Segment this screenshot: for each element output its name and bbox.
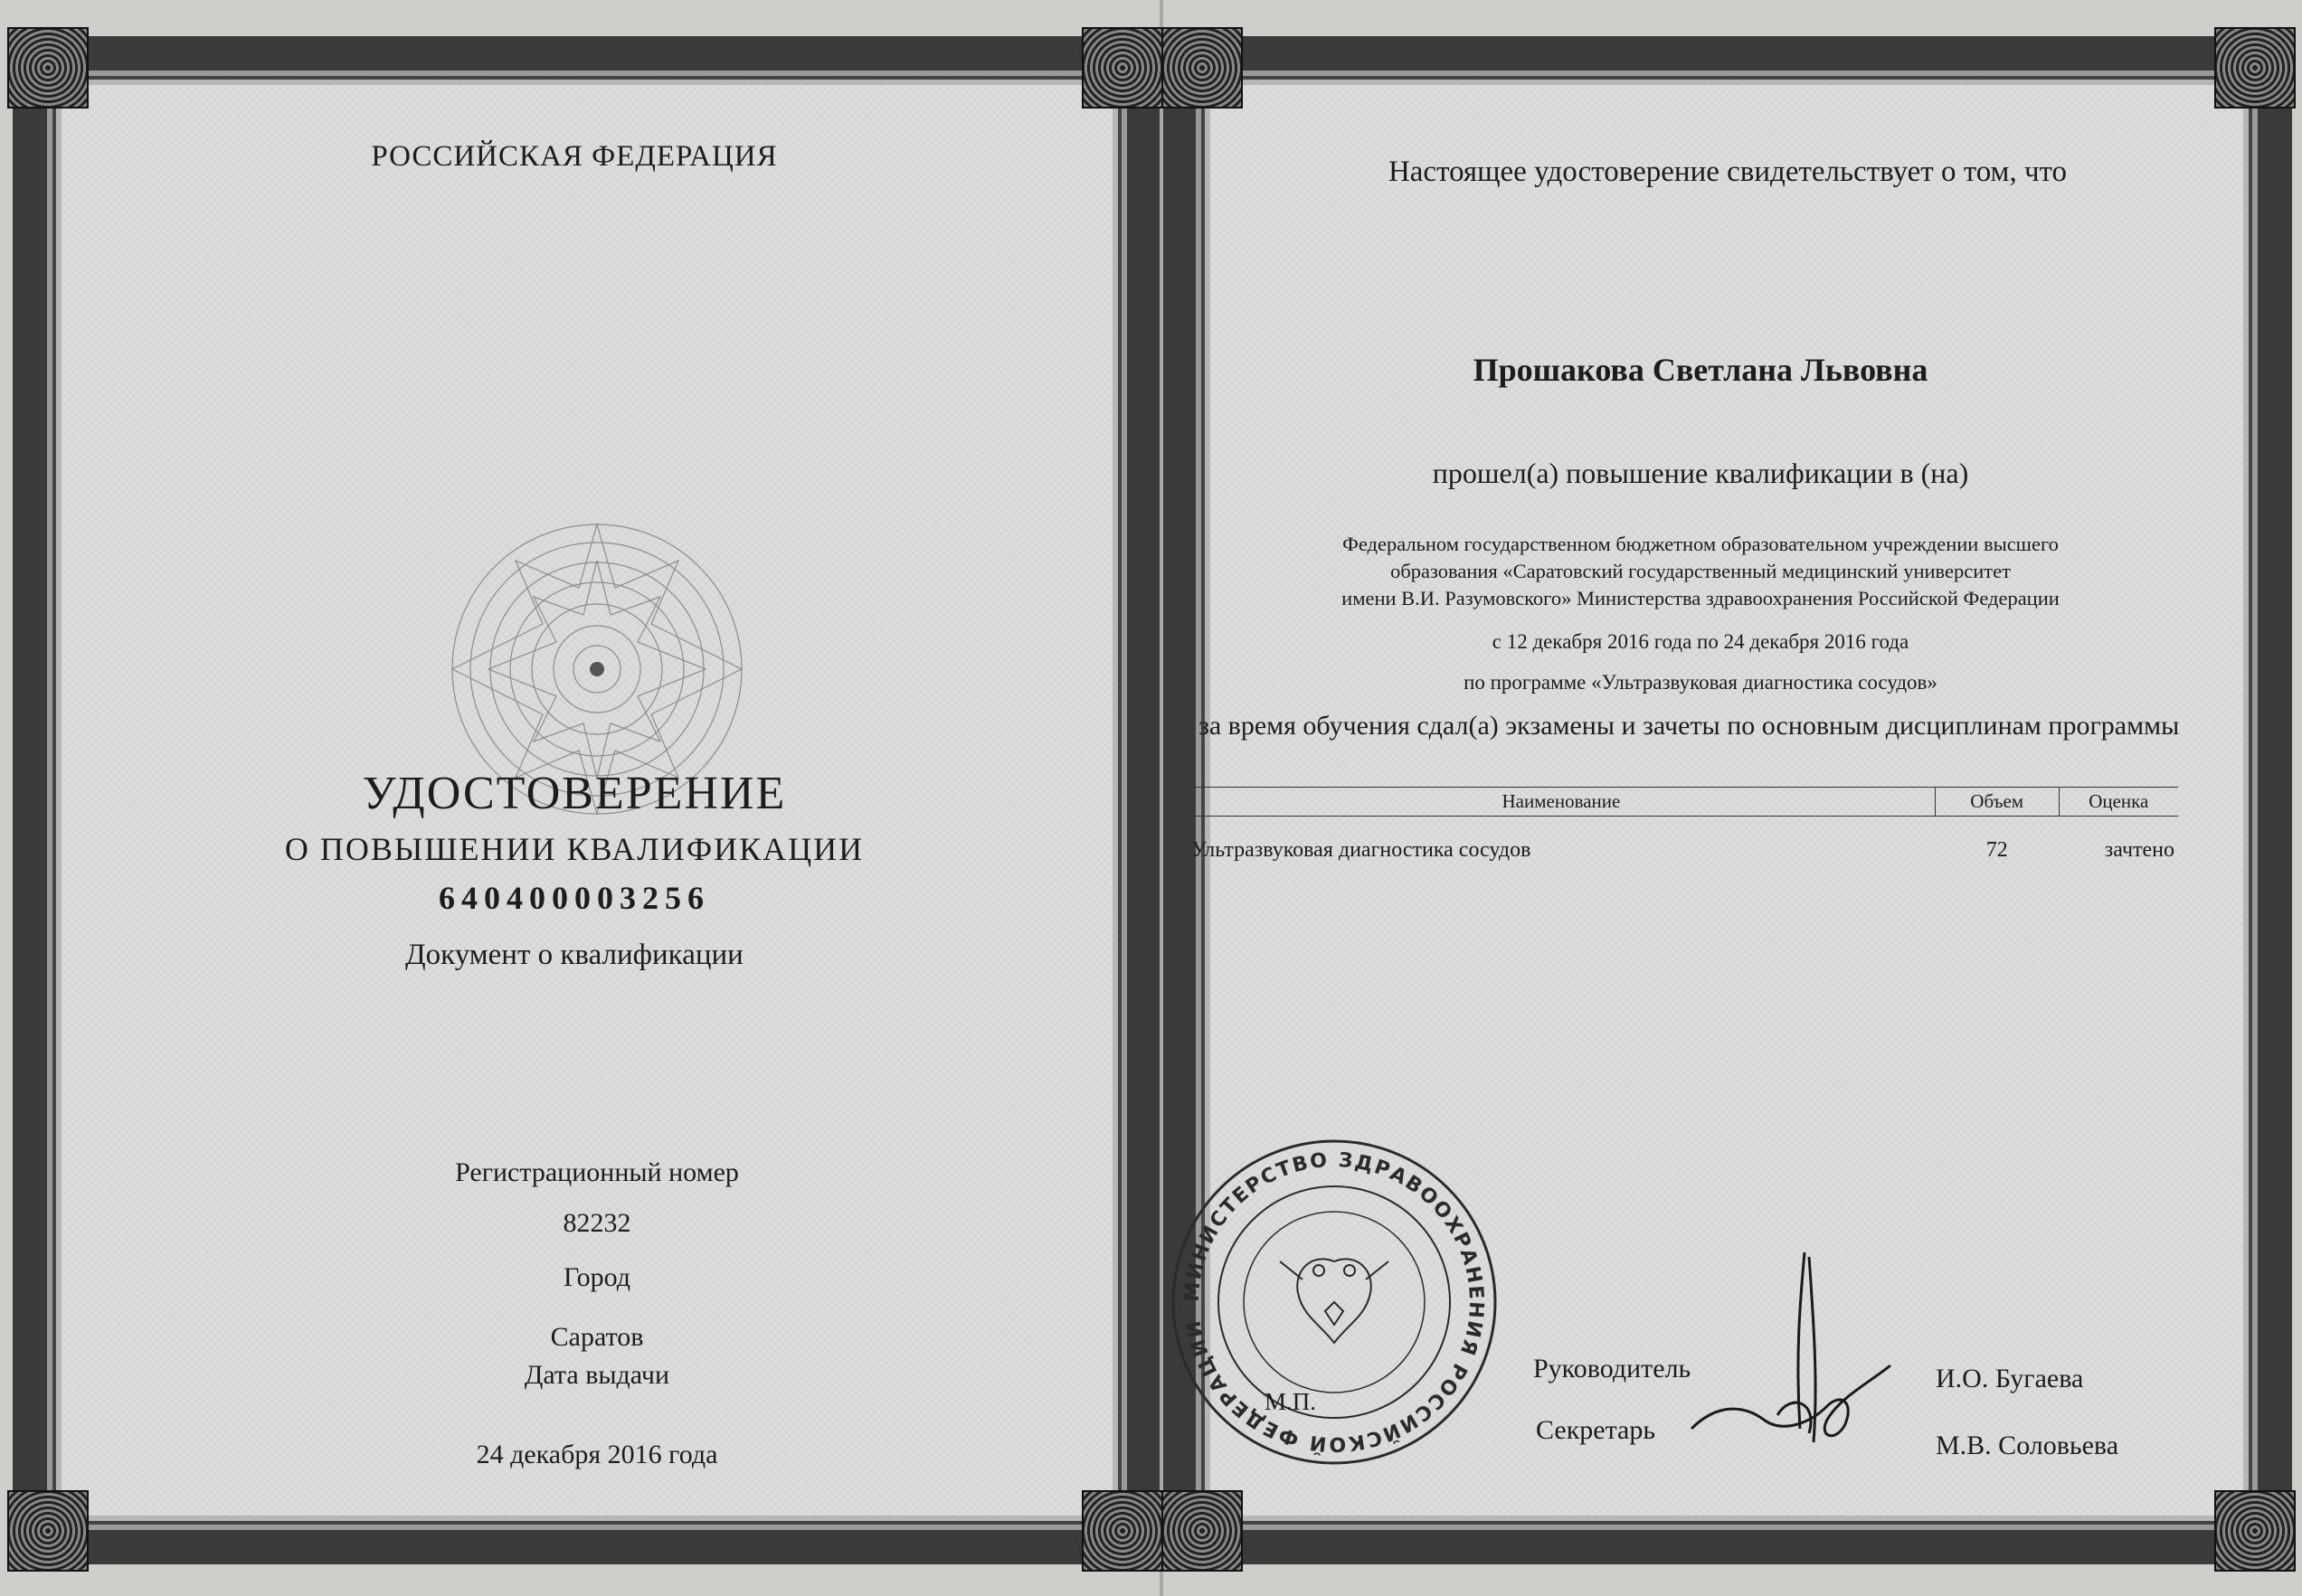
ornament-corner xyxy=(1161,1490,1243,1572)
discipline-name: Ультразвуковая диагностика сосудов xyxy=(1191,838,1531,862)
training-period: с 12 декабря 2016 года по 24 декабря 2016 года xyxy=(1492,630,1909,653)
column-header-volume: Объем xyxy=(1935,788,2059,817)
city-label: Город xyxy=(563,1262,631,1292)
program-name: по программе «Ультразвуковая диагностика сосудов» xyxy=(1464,671,1937,694)
exams-statement: за время обучения сдал(а) экзамены и зачеты по основным дисциплинам программы xyxy=(1198,711,2180,741)
secretary-label: Секретарь xyxy=(1536,1415,1656,1445)
certifies-text: Настоящее удостоверение свидетельствует о том, что xyxy=(1388,156,2068,188)
ornament-corner xyxy=(7,27,89,109)
ornament-corner xyxy=(1082,27,1163,109)
discipline-volume: 72 xyxy=(1985,838,2008,862)
head-label: Руководитель xyxy=(1533,1354,1691,1384)
stamp-label: М.П. xyxy=(1265,1388,1317,1415)
organization-line: имени В.И. Разумовского» Министерства здравоохранения Российской Федерации xyxy=(1341,587,2060,609)
disciplines-table xyxy=(1188,787,2178,866)
ornament-corner xyxy=(1161,27,1243,109)
head-name: И.О. Бугаева xyxy=(1936,1364,2084,1393)
column-header-name: Наименование xyxy=(1188,788,1935,817)
issue-date-value: 24 декабря 2016 года xyxy=(476,1440,718,1469)
certificate-title: УДОСТОВЕРЕНИЕ xyxy=(362,768,787,819)
ornament-corner xyxy=(7,1490,89,1572)
seal-text: МИНИСТЕРСТВО ЗДРАВООХРАНЕНИЯ РОССИЙСКОЙ ФЕДЕРАЦИИ xyxy=(1180,1148,1488,1456)
organization-line: образования «Саратовский государственный медицинский университет xyxy=(1390,560,2011,582)
column-header-grade: Оценка xyxy=(2059,788,2178,817)
discipline-grade: зачтено xyxy=(2104,838,2174,862)
document-type: Документ о квалификации xyxy=(405,939,744,971)
secretary-name: М.В. Соловьева xyxy=(1936,1431,2119,1460)
person-name: Прошакова Светлана Львовна xyxy=(1473,352,1928,388)
table-header-row xyxy=(1188,788,2178,817)
official-seal-stamp xyxy=(1167,1135,1502,1469)
ornament-corner xyxy=(2214,1490,2296,1572)
passed-text: прошел(а) повышение квалификации в (на) xyxy=(1432,457,1969,489)
table-row xyxy=(1188,817,2178,867)
city-value: Саратов xyxy=(550,1322,644,1352)
center-fold xyxy=(1160,0,1163,1596)
double-headed-eagle-emblem xyxy=(1280,1259,1388,1343)
reg-number-label: Регистрационный номер xyxy=(455,1157,739,1187)
ornament-corner xyxy=(1082,1490,1163,1572)
reg-number-value: 82232 xyxy=(563,1208,631,1238)
organization-line: Федеральном государственном бюджетном образовательном учреждении высшего xyxy=(1342,533,2059,555)
ornament-corner xyxy=(2214,27,2296,109)
country-heading: РОССИЙСКАЯ ФЕДЕРАЦИЯ xyxy=(371,140,778,173)
certificate-subtitle: О ПОВЫШЕНИИ КВАЛИФИКАЦИИ xyxy=(284,831,865,867)
issue-date-label: Дата выдачи xyxy=(524,1360,670,1390)
handwritten-signature xyxy=(1682,1248,1945,1465)
document-number: 640400003256 xyxy=(439,880,710,916)
organization-name xyxy=(1194,531,2207,612)
